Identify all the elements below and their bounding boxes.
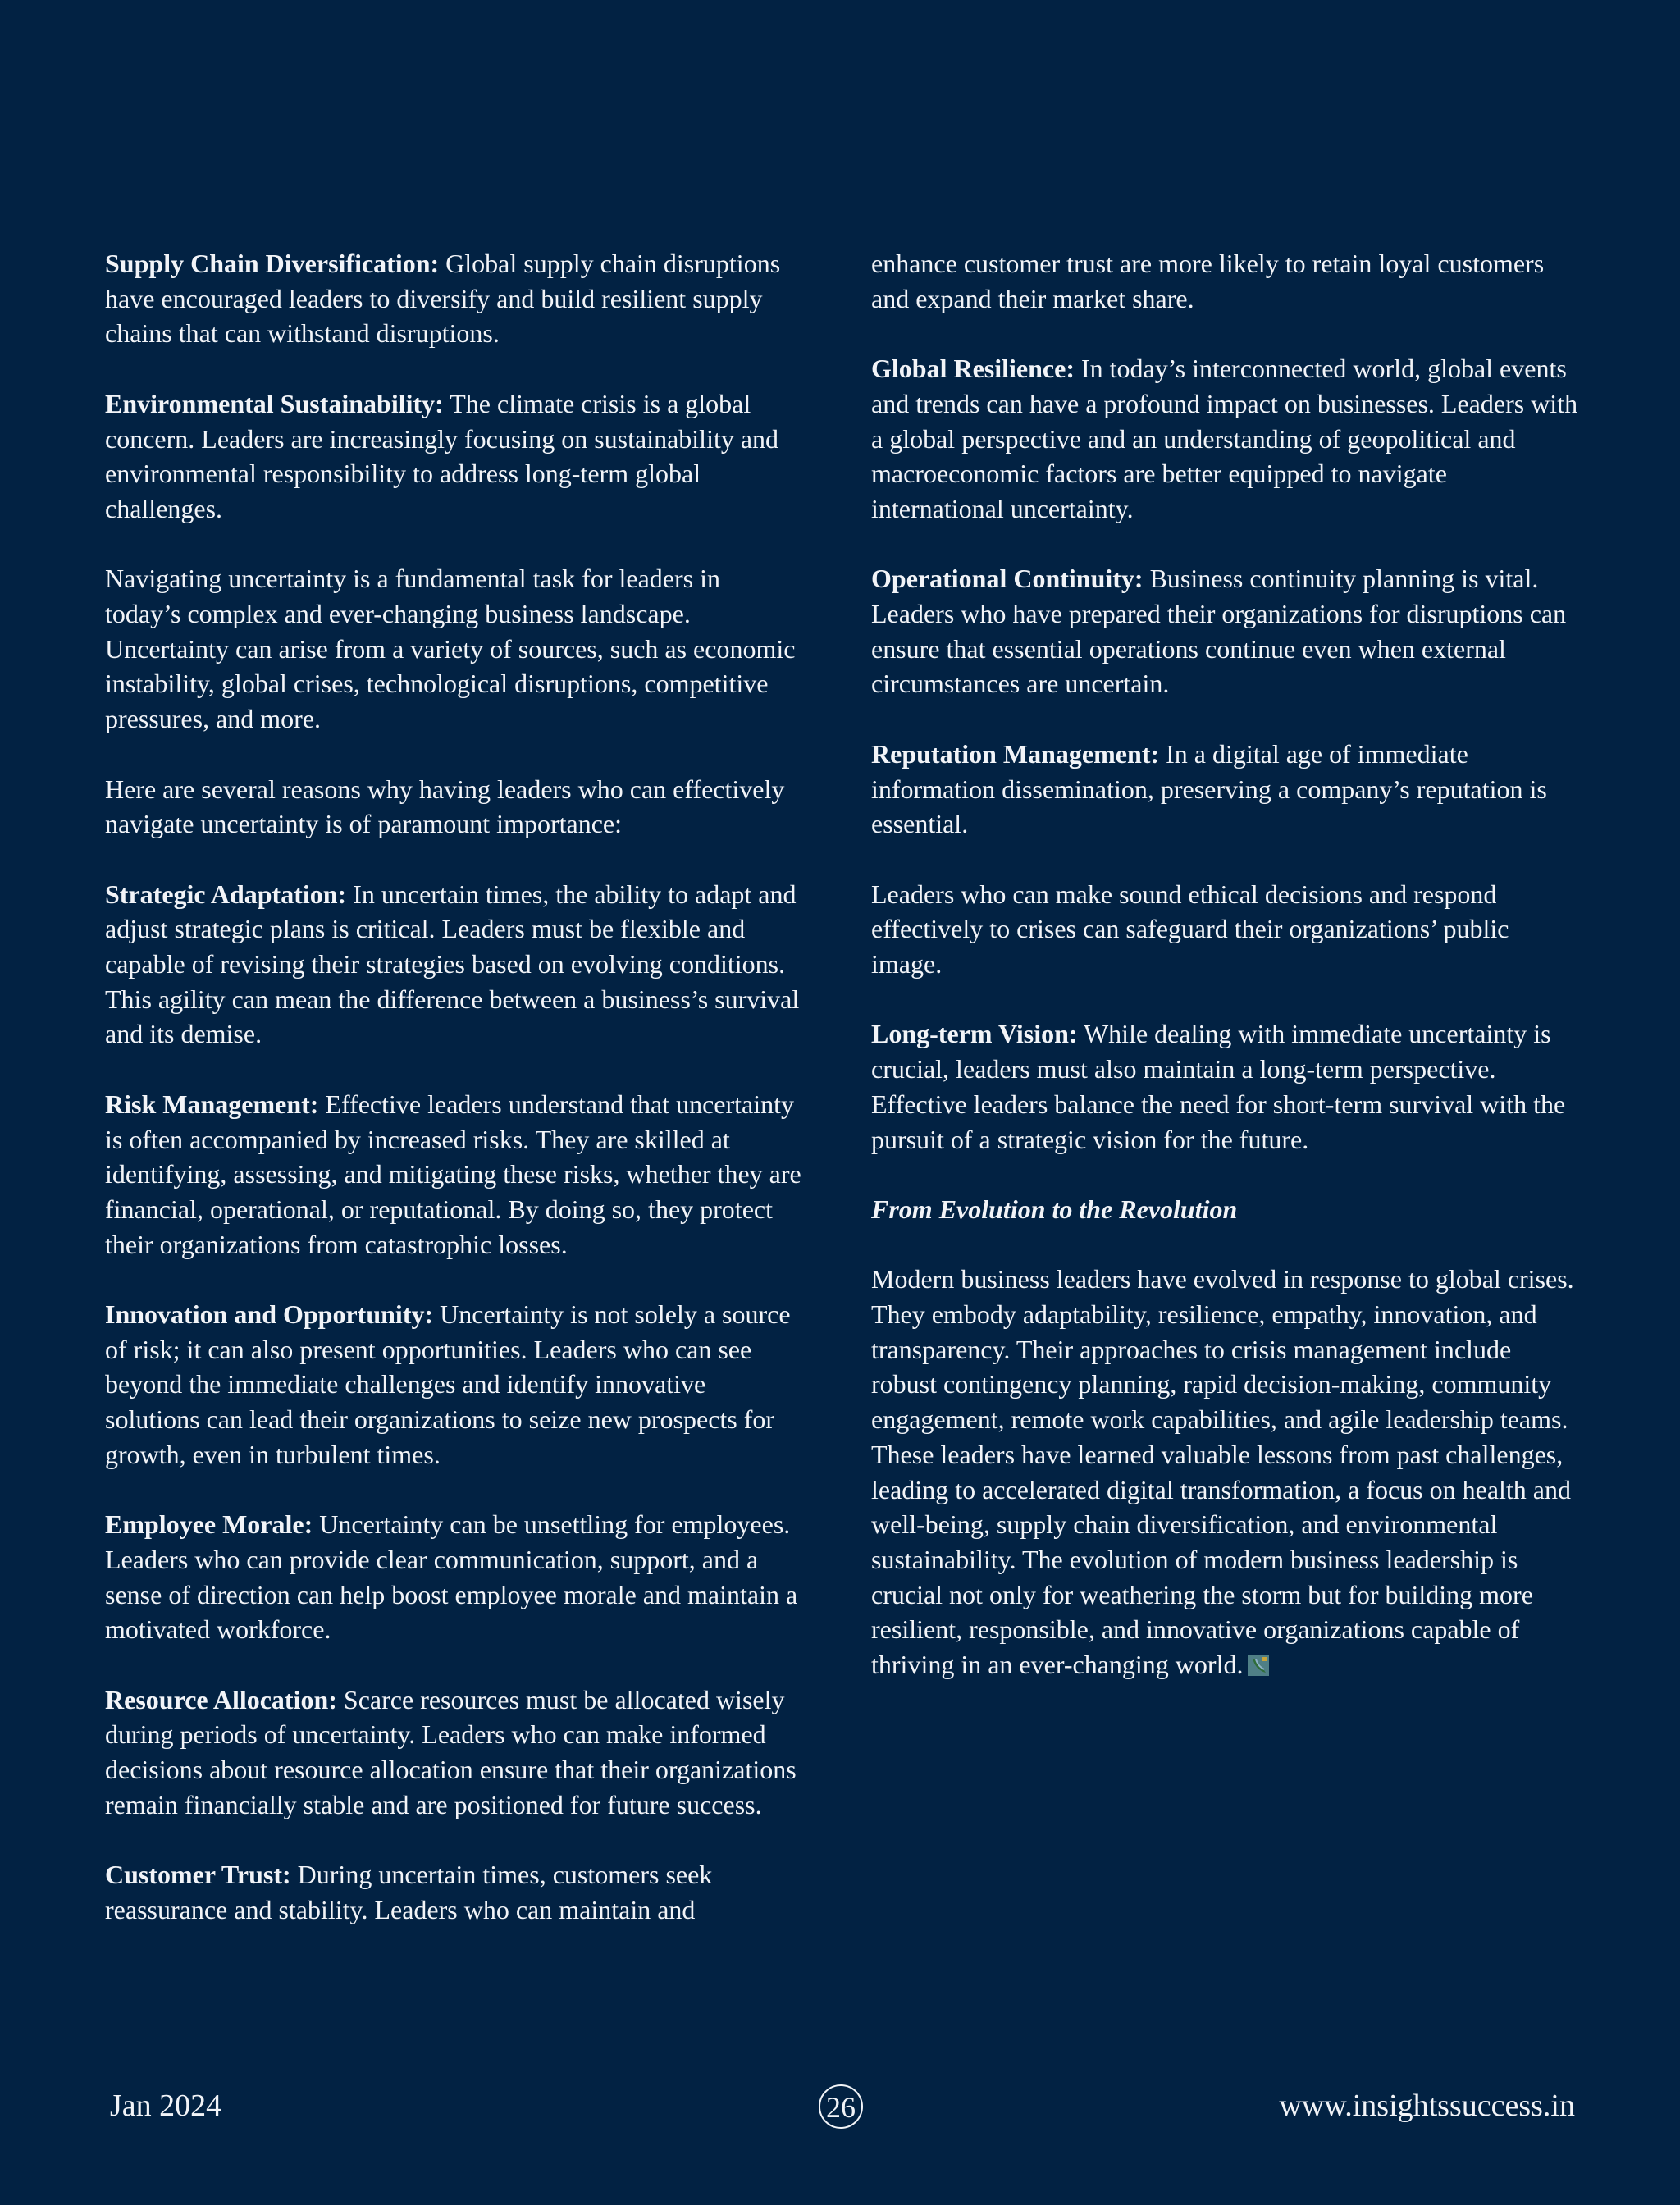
paragraph-risk-management xyxy=(105,1087,802,1262)
paragraph-ethical-decisions xyxy=(871,877,1578,982)
paragraph-text: Here are several reasons why having leaders who can effectively navigate uncertainty is of paramount importance: xyxy=(105,774,785,839)
paragraph-navigating-uncertainty xyxy=(105,561,802,737)
paragraph-text: In a digital age of immediate information dissemination, preserving a company’s reputation is essential. xyxy=(871,738,1547,839)
paragraph-text: In uncertain times, the ability to adapt and adjust strategic plans is critical. Leaders must be flexible and capable of revising their strategies based on evolving conditions. This agility can mean the difference between a business’s survival and its demise. xyxy=(105,879,800,1049)
paragraph-employee-morale xyxy=(105,1507,802,1647)
paragraph-supply-chain xyxy=(105,246,802,351)
page-number: 26 xyxy=(819,2084,863,2129)
paragraph-long-term-vision xyxy=(871,1016,1578,1157)
paragraph-innovation-opportunity xyxy=(105,1297,802,1472)
paragraph-operational-continuity xyxy=(871,561,1578,701)
paragraph-text: Business continuity planning is vital. Leaders who have prepared their organizations for disruptions can ensure that essential operations continue even when external circumstances are uncertain. xyxy=(871,564,1567,699)
paragraph-reasons-intro xyxy=(105,772,802,842)
paragraph-text: Modern business leaders have evolved in response to global crises. They embody adaptability, resilience, empathy, innovation, and transparency. Their approaches to crisis management include robust contingency planning, rapid decision-making, community engagement, remote work capabilities, and agile leadership teams. xyxy=(871,1264,1574,1435)
paragraph-strategic-adaptation xyxy=(105,877,802,1052)
paragraph-heading: Supply Chain Diversification: xyxy=(105,249,440,278)
paragraph-text: Uncertainty can be unsettling for employees. Leaders who can provide clear communication, support, and a sense of direction can help boost employee morale and maintain a motivated workforce. xyxy=(105,1509,798,1645)
paragraph-text: In today’s interconnected world, global events and trends can have a profound impact on businesses. Leaders with a global perspective and an understanding of geopolitical and macroeconomic factors are better equipped to navigate international uncertainty. xyxy=(871,354,1578,523)
right-column xyxy=(871,246,1578,1682)
paragraph-text: enhance customer trust are more likely to retain loyal customers and expand their market share. xyxy=(871,249,1545,313)
paragraph-global-resilience xyxy=(871,351,1578,527)
paragraph-heading: Customer Trust: xyxy=(105,1860,291,1890)
paragraph-customer-trust xyxy=(105,1857,802,1927)
leaf-icon xyxy=(1248,1650,1269,1671)
page-footer xyxy=(0,2088,1680,2137)
paragraph-text: Effective leaders understand that uncertainty is often accompanied by increased risks. They are skilled at identifying, assessing, and mitigating these risks, whether they are financial, operational, or reputational. By doing so, they protect their organizations from catastrophic losses. xyxy=(105,1089,801,1259)
paragraph-heading: Long-term Vision: xyxy=(871,1019,1078,1049)
paragraph-heading: Risk Management: xyxy=(105,1089,319,1119)
paragraph-text: While dealing with immediate uncertainty is crucial, leaders must also maintain a long-term perspective. Effective leaders balance the need for short-term survival with the pursuit of a strategic vision for the future. xyxy=(871,1019,1566,1154)
paragraph-heading: Resource Allocation: xyxy=(105,1684,337,1714)
paragraph-heading: Strategic Adaptation: xyxy=(105,879,347,909)
paragraph-environmental-sustainability xyxy=(105,386,802,527)
paragraph-reputation-management xyxy=(871,737,1578,842)
paragraph-heading: Reputation Management: xyxy=(871,738,1160,769)
paragraph-customer-trust-continued xyxy=(871,246,1578,316)
paragraph-modern-leaders xyxy=(871,1262,1578,1437)
paragraph-text: Global supply chain disruptions have encouraged leaders to diversify and build resilient supply chains that can withstand disruptions. xyxy=(105,249,781,349)
paragraph-text: The climate crisis is a global concern. Leaders are increasingly focusing on sustainability and environmental responsibility to address long-term global challenges. xyxy=(105,388,779,523)
paragraph-text: Scarce resources must be allocated wisely during periods of uncertainty. Leaders who can make informed decisions about resource allocation ensure that their organizations remain financially stable and are positioned for future success. xyxy=(105,1684,797,1819)
left-column xyxy=(105,246,802,1928)
issue-date: Jan 2024 xyxy=(110,2089,222,2123)
paragraph-heading: Global Resilience: xyxy=(871,354,1075,384)
paragraph-text: Navigating uncertainty is a fundamental task for leaders in today’s complex and ever-changing business landscape. Uncertainty can arise from a variety of sources, such as economic instability, global crises, technological disruptions, competitive pressures, and more. xyxy=(105,564,796,734)
paragraph-text: Uncertainty is not solely a source of risk; it can also present opportunities. Leaders who can see beyond the immediate challenges and identify innovative solutions can lead their organizations to seize new prospects for growth, even in turbulent times. xyxy=(105,1299,791,1469)
paragraph-resource-allocation xyxy=(105,1682,802,1823)
section-title: From Evolution to the Revolution xyxy=(871,1194,1238,1224)
paragraph-heading: Environmental Sustainability: xyxy=(105,388,444,418)
paragraph-text: Leaders who can make sound ethical decisions and respond effectively to crises can safeguard their organizations’ public image. xyxy=(871,879,1509,979)
website-url: www.insightssuccess.in xyxy=(1279,2089,1575,2123)
paragraph-heading: Operational Continuity: xyxy=(871,564,1144,594)
paragraph-text: These leaders have learned valuable lessons from past challenges, leading to accelerated digital transformation, a focus on health and well-being, supply chain diversification, and environmental sustainability. The evolution of modern business leadership is crucial not only for weathering the storm but for building more resilient, responsible, and innovative organizations capable of thriving in an ever-changing world. xyxy=(871,1439,1571,1680)
paragraph-heading: Employee Morale: xyxy=(105,1509,313,1540)
paragraph-heading: Innovation and Opportunity: xyxy=(105,1299,434,1329)
paragraph-text: During uncertain times, customers seek reassurance and stability. Leaders who can maintain and xyxy=(105,1860,713,1924)
paragraph-lessons-learned xyxy=(871,1437,1578,1682)
